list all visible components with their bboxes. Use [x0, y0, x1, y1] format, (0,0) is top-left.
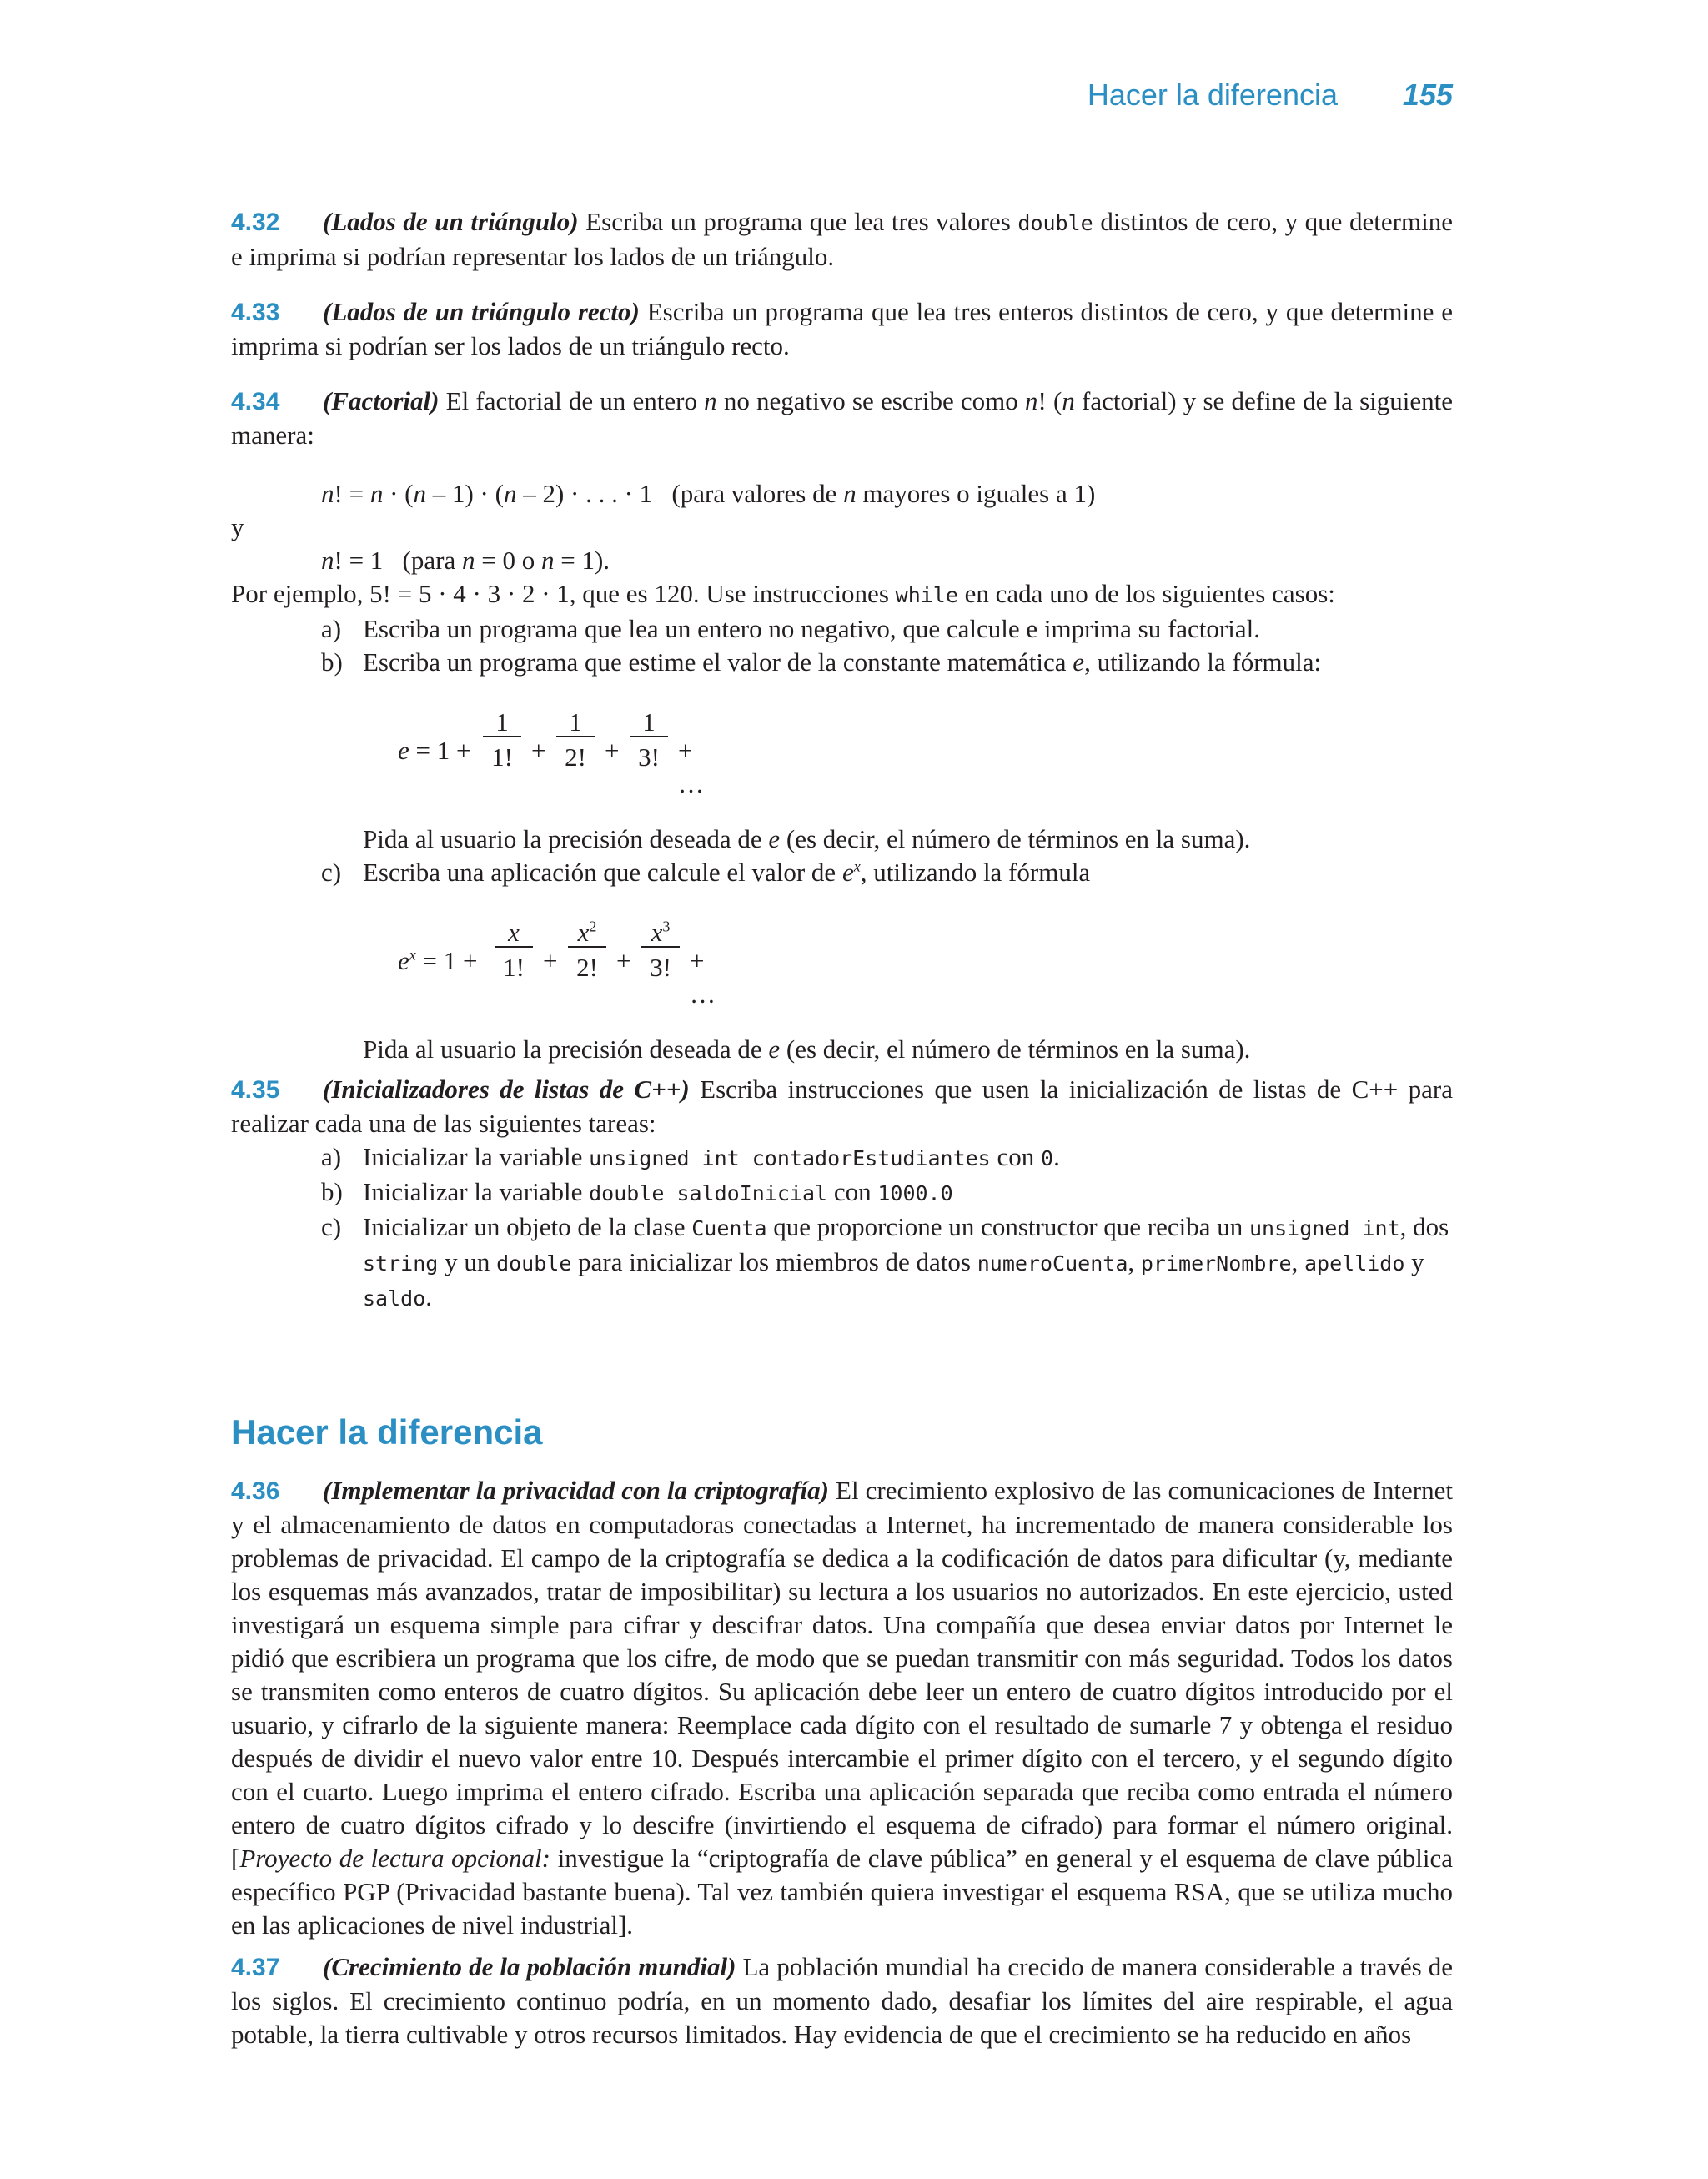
exercise-4-35: 4.35 (Inicializadores de listas de C++) Escriba instrucciones que usen la inicialización de listas de C++ para realizar cada una de las siguientes tareas: a) Inicializar la variable unsigned int contadorEstudiantes con 0. b) Inicializar la variable double saldoInicial con 1000.0 c) Inicializar un objeto de la clase Cuenta que proporcione un constructor que reciba un unsigned int, dos string y un double para inicializar los miembros de datos numeroCuenta, primerNombre, apellido y saldo.: [231, 1073, 1453, 1316]
exercise-number: 4.32: [231, 209, 280, 236]
sub-item-b: b) Inicializar la variable double saldoInicial con 1000.0: [321, 1177, 953, 1206]
page-content: [231, 205, 1453, 2051]
exercise-4-37: 4.37 (Crecimiento de la población mundial) La población mundial ha crecido de manera considerable a través de los siglos. El crecimiento continuo podría, en un momento dado, desafiar los límites del aire respirable, el agua potable, la tierra cultivable y otros recursos limitados. Hay evidencia de que el crecimiento se ha reducido en años: [231, 1952, 1453, 2049]
page-number: 155: [1402, 78, 1453, 112]
exercise-4-36: 4.36 (Implementar la privacidad con la criptografía) El crecimiento explosivo de las comunicaciones de Internet y el almacenamiento de datos en computadoras conectadas a Internet, ha incrementado de manera considerable los problemas de privacidad. El campo de la criptografía se dedica a la codificación de datos para dificultar (y, mediante los esquemas más avanzados, tratar de imposibilitar) su lectura a los usuarios no autorizados. En este ejercicio, usted investigará un esquema simple para cifrar y descifrar datos. Una compañía que desea enviar datos por Internet le pidió que escribiera un programa que los cifre, de modo que se puedan transmitir con más seguridad. Todos los datos se transmiten como enteros de cuatro dígitos. Su aplicación debe leer un entero de cuatro dígitos introducido por el usuario, y cifrarlo de la siguiente manera: Reemplace cada dígito con el resultado de sumarle 7 y obtenga el residuo después de dividir el nuevo valor entre 10. Después intercambie el primer dígito con el tercero, y el segundo dígito con el cuarto. Luego imprima el entero cifrado. Escriba una aplicación separada que reciba como entrada el número entero de cuatro dígitos cifrado y lo descifre (invirtiendo el esquema de cifrado) para formar el número original. [Proyecto de lectura opcional: investigue la “criptografía de clave pública” en general y el esquema de clave pública específico PGP (Privacidad bastante buena). Tal vez también quiera investigar el esquema RSA, que se utiliza mucho en las aplicaciones de nivel industrial].: [231, 1476, 1454, 1940]
sub-item-b: b) Escriba un programa que estime el valor de la constante matemática e, utilizando la fórmula:: [321, 647, 1322, 677]
conjunction-y: y: [231, 512, 244, 541]
formula-e-series: e = 1 + 1 1! + 1 2! + 1 3! + …: [398, 707, 704, 798]
exercise-4-34: 4.34 (Factorial) El factorial de un entero n no negativo se escribe como n! (n factorial) y se define de la siguiente manera: n! = n · (n – 1) · (n – 2) · . . . · 1 (para valores de n mayores o iguales a 1) y n! = 1 (para n = 0 o n = 1). Por ejemplo, 5! = 5 · 4 · 3 · 2 · 1, que es 120. Use instrucciones while en cada uno de los siguientes casos: a) Escriba un programa que lea un entero no negativo, que calcule e imprima su factorial. b) Escriba un programa que estime el valor de la constante matemática e, utilizando la fórmula: e = 1 + 1 1! + 1 2! + 1 3! + … Pida al usuario la precisión deseada de e (es decir, el número de términos en la suma). c) Escriba una aplicación que calcule el valor de $e^x$, utilizando la fórmula $e^x = 1$ + x 1! + $x^2$ 2! + $x^3$ 3! + … Pida al usuario la precisión deseada de e (es decir, el número de términos en la suma).: [231, 385, 1453, 1066]
exercise-number: 4.36: [231, 1477, 280, 1505]
section-heading: Hacer la diferencia: [231, 1412, 543, 1452]
exercise-title: (Lados de un triángulo recto): [323, 297, 640, 326]
running-head-title: Hacer la diferencia: [1087, 78, 1338, 112]
exercise-number: 4.34: [231, 388, 280, 415]
sub-item-c: c) Escriba una aplicación que calcule el valor de $e^x$, utilizando la fórmula: [321, 858, 1091, 887]
exercise-title: (Inicializadores de listas de C++): [323, 1074, 690, 1104]
exercise-4-33: 4.33 (Lados de un triángulo recto) Escriba un programa que lea tres enteros distintos de cero, y que determine e imprima si podrían ser los lados de un triángulo recto.: [231, 297, 1453, 360]
factorial-definition: n! = n · (n – 1) · (n – 2) · . . . · 1 (para valores de n mayores o iguales a 1): [321, 479, 1096, 508]
exercise-title: (Implementar la privacidad con la criptografía): [323, 1476, 829, 1505]
formula-ex-series: $e^x = 1$ + x 1! + $x^2$ 2! + $x^3$ 3! + …: [398, 918, 716, 1009]
factorial-example: Por ejemplo, 5! = 5 · 4 · 3 · 2 · 1, que es 120. Use instrucciones while en cada uno de los siguientes casos:: [231, 579, 1335, 608]
sub-item-a: a) Escriba un programa que lea un entero no negativo, que calcule e imprima su factorial.: [321, 614, 1260, 643]
sub-item-a: a) Inicializar la variable unsigned int contadorEstudiantes con 0.: [321, 1142, 1060, 1171]
sub-items: [231, 612, 1453, 679]
sub-item-c-note: Pida al usuario la precisión deseada de e (es decir, el número de términos en la suma).: [363, 1034, 1251, 1064]
exercise-4-32: 4.32 (Lados de un triángulo) Escriba un programa que lea tres valores double distintos de cero, y que determine e imprima si podrían representar los lados de un triángulo.: [231, 207, 1453, 271]
running-head: [0, 78, 1708, 120]
exercise-title: (Factorial): [323, 386, 440, 415]
sub-item-b-note: Pida al usuario la precisión deseada de e (es decir, el número de términos en la suma).: [363, 824, 1251, 853]
sub-item-c: c) Inicializar un objeto de la clase Cuenta que proporcione un constructor que reciba un unsigned int, dos string y un double para inicializar los miembros de datos numeroCuenta, primerNombre, apellido y saldo.: [321, 1212, 1449, 1311]
exercise-number: 4.35: [231, 1076, 280, 1104]
exercise-number: 4.33: [231, 299, 280, 326]
exercise-number: 4.37: [231, 1954, 280, 1981]
exercise-title: (Lados de un triángulo): [323, 207, 579, 236]
exercise-title: (Crecimiento de la población mundial): [323, 1952, 736, 1981]
factorial-base-case: n! = 1 (para n = 0 o n = 1).: [321, 546, 610, 575]
